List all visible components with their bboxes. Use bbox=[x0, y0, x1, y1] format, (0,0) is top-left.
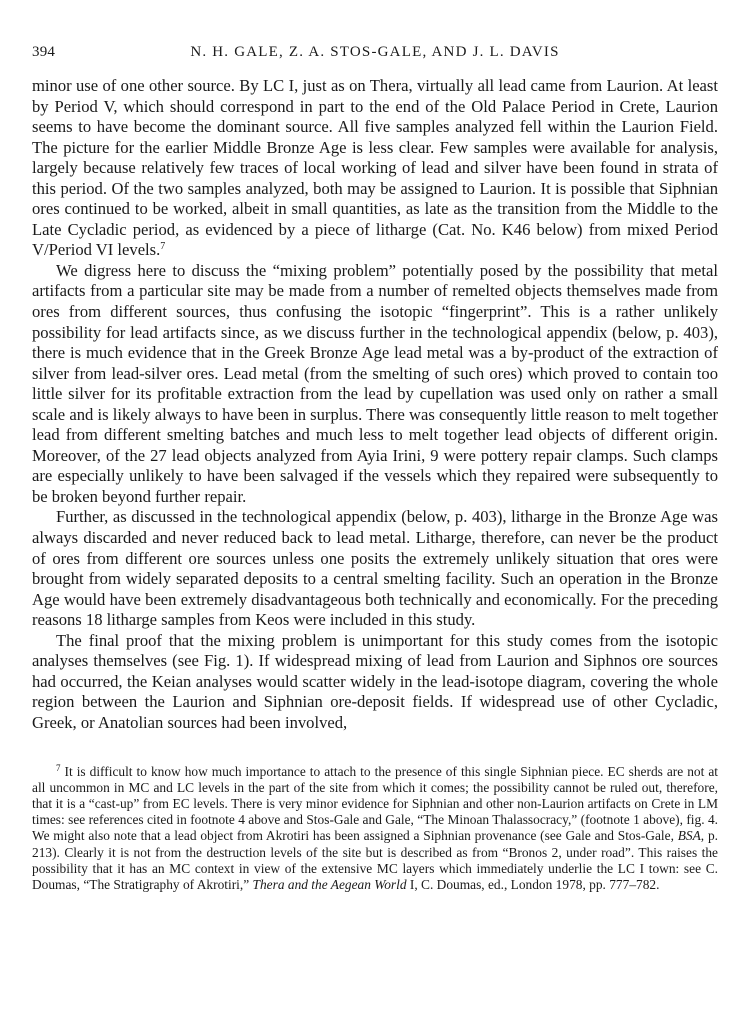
footnote-ref[interactable]: 7 bbox=[160, 241, 166, 253]
body-text bbox=[32, 76, 718, 734]
footnote-7 bbox=[32, 764, 718, 894]
page-header bbox=[32, 44, 718, 70]
paragraph-2: We digress here to discuss the “mixing problem” potentially posed by the possibility that metal artifacts from a particular site may be made from a number of remelted objects themselves made from ores from different sources, thus confusing the isotopic “fingerprint”. This is a rather unlikely possibility for lead artifacts since, as we discuss further in the technological appendix (below, p. 403), there is much evidence that in the Greek Bronze Age lead metal was a by-product of the extraction of silver from lead-silver ores. Lead metal (from the smelting of such ores) which proved to contain too little silver for its profitable extraction from the lead by cupellation was used only on rather a small scale and is likely always to have been in surplus. There was consequently little reason to melt together lead from different smelting batches and much less to melt together lead objects of different origin. Moreover, of the 27 lead objects analyzed from Ayia Irini, 9 were pottery repair clamps. Such clamps are especially unlikely to have been salvaged if the vessels which they repaired were subsequently to be broken beyond further repair. bbox=[32, 260, 718, 506]
running-head: N. H. GALE, Z. A. STOS-GALE, AND J. L. DAVIS bbox=[190, 44, 560, 60]
footnote-text-part1: It is difficult to know how much importance to attach to the presence of this single Siphnian piece. EC sherds are not at all uncommon in MC and LC levels in the part of the site from which it comes; the possibility cannot be ruled out, therefore, that it is a “cast-up” from EC levels. There is very minor evidence for Siphnian and other non-Laurion artifacts on Crete in LM times: see references cited in footnote 4 above and Stos-Gale and Gale, “The Minoan Thalassocracy,” (footnote 1 above), fig. 4. We might also note that a lead object from Akrotiri has been assigned a Siphnian provenance (see Gale and Stos-Gale, bbox=[32, 763, 718, 844]
paragraph-1-text: minor use of one other source. By LC I, just as on Thera, virtually all lead came from Laurion. At least by Period V, which should correspond in part to the end of the Old Palace Period in Crete, Laurion seems to have become the dominant source. All five samples analyzed fell within the Laurion Field. The picture for the earlier Middle Bronze Age is less clear. Few samples were available for analysis, largely because relatively few traces of local working of lead and silver have been found in strata of this period. Of the two samples analyzed, both may be assigned to Laurion. It is possible that Siphnian ores continued to be worked, albeit in small quantities, as late as the transition from the Middle to the Late Cycladic period, as evidenced by a piece of litharge (Cat. No. K46 below) from mixed Period V/Period VI levels. bbox=[32, 76, 718, 260]
page-number: 394 bbox=[32, 44, 56, 60]
paragraph-1 bbox=[32, 76, 718, 261]
footnote-citation-thera: Thera and the Aegean World bbox=[252, 876, 407, 892]
footnote-text-part2: , p. 213). Clearly it is not from the destruction levels of the site but is described as from “Bronos 2, under road”. This raises the possibility that it has an MC context in view of the extensive MC layers which immediately underlie the LC I town: see C. Doumas, “The Stratigraphy of Akrotiri,” bbox=[32, 828, 718, 892]
paragraph-3: Further, as discussed in the technological appendix (below, p. 403), litharge in the Bronze Age was always discarded and never reduced back to lead metal. Litharge, therefore, can never be the product of ores from different ore sources unless one posits the extremely unlikely situation that ores were brought from widely separated deposits to a central smelting facility. Such an operation in the Bronze Age would have been extremely disadvantageous both technically and economically. For the preceding reasons 18 litharge samples from Keos were included in this study. bbox=[32, 507, 718, 630]
page bbox=[32, 44, 718, 893]
footnote-citation-bsa: BSA bbox=[677, 828, 701, 844]
paragraph-4: The final proof that the mixing problem is unimportant for this study comes from the isotopic analyses themselves (see Fig. 1). If widespread mixing of lead from Laurion and Siphnos ore sources had occurred, the Keian analyses would scatter widely in the lead-isotope diagram, covering the whole region between the Laurion and Siphnian ore-deposit fields. If widespread use of other Cycladic, Greek, or Anatolian sources had been involved, bbox=[32, 630, 718, 732]
footnote-marker: 7 bbox=[56, 762, 61, 773]
footnote-text-part3: I, C. Doumas, ed., London 1978, pp. 777–782. bbox=[406, 876, 660, 892]
